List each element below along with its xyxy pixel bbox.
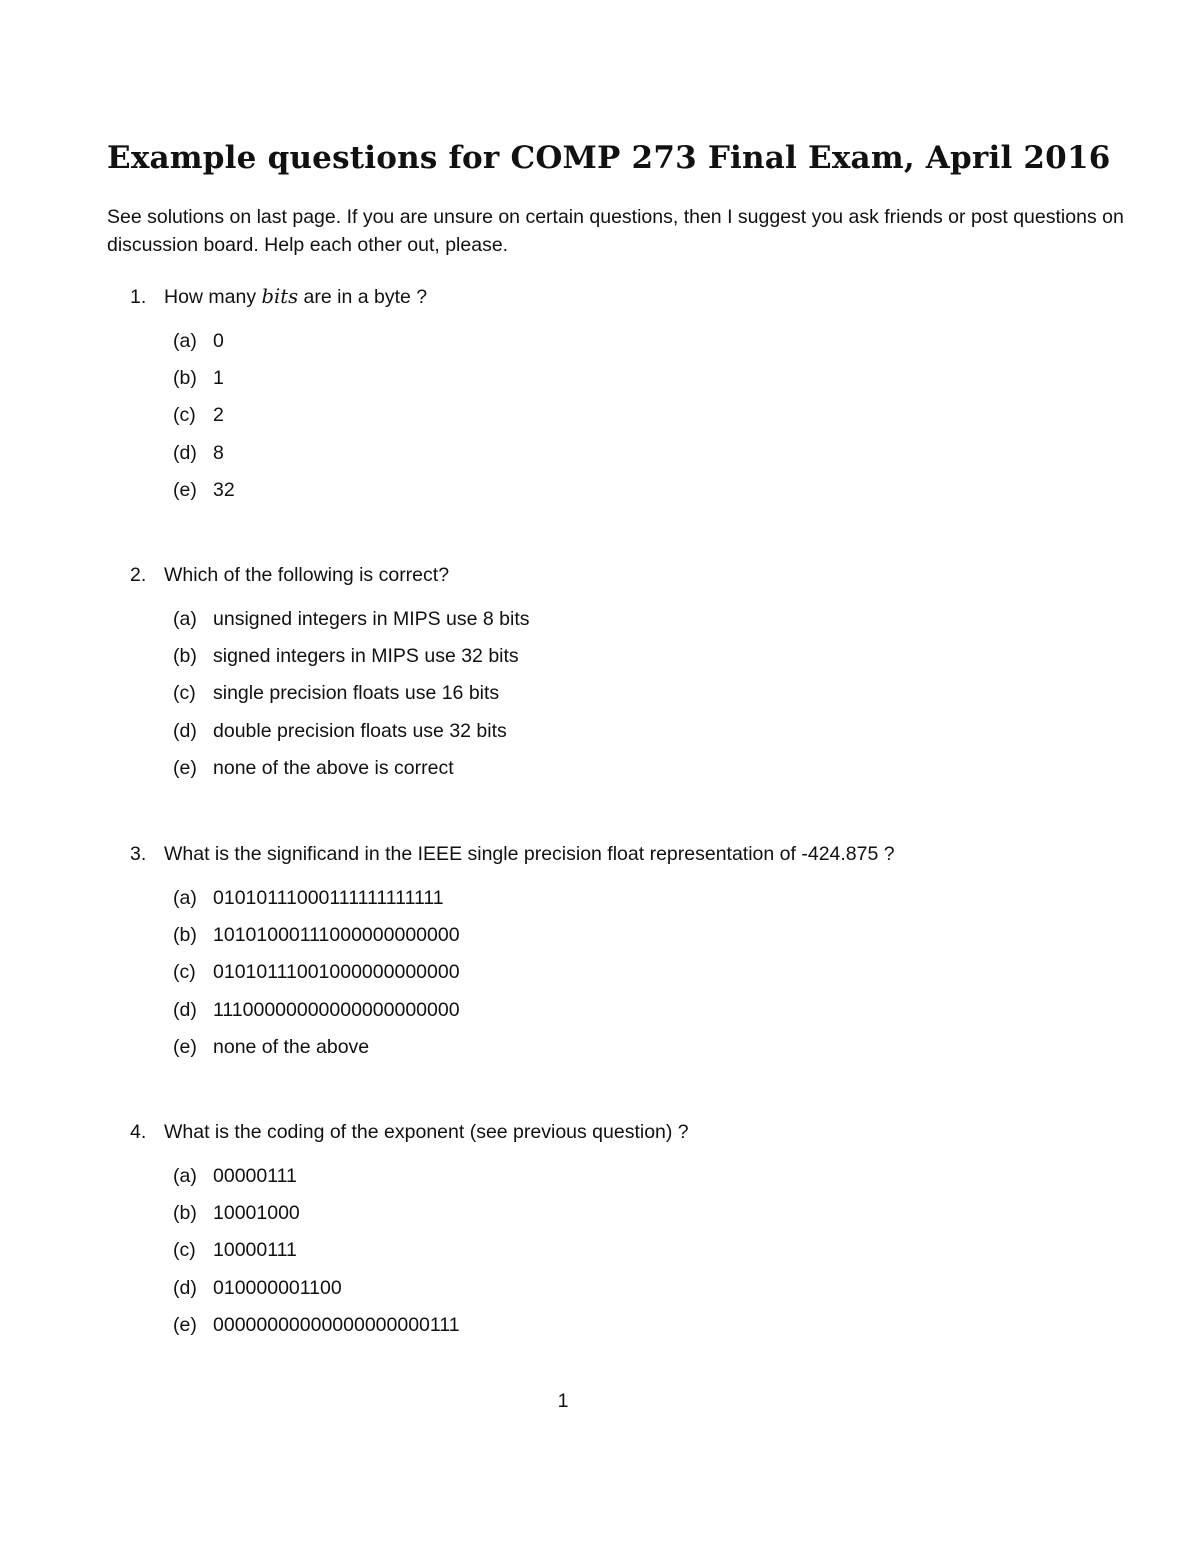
option-label: (d) [173, 998, 197, 1021]
option-d [173, 1275, 1130, 1312]
option-label: (b) [173, 1202, 197, 1225]
option-label: (c) [173, 961, 196, 984]
option-d [173, 718, 1130, 755]
question-4 [130, 1119, 1130, 1349]
option-text: 1 [213, 367, 224, 390]
option-label: (e) [173, 478, 197, 501]
option-label: (e) [173, 1313, 197, 1336]
option-d [173, 440, 1130, 477]
question-text-part: Which of the following is correct? [164, 564, 450, 586]
question-number: 2. [130, 564, 147, 586]
question-text [130, 562, 1130, 588]
option-text: 010000001100 [213, 1276, 342, 1299]
option-text: 11100000000000000000000 [213, 998, 460, 1021]
option-label: (e) [173, 1035, 197, 1058]
option-label: (c) [173, 404, 196, 427]
option-a [173, 328, 1130, 365]
intro-paragraph: See solutions on last page. If you are unsure on certain questions, then I suggest you ask friends or post questions on discussion board. Help each other out, please. [107, 206, 1124, 256]
option-text: 32 [213, 478, 235, 501]
question-emphasis: bits [261, 285, 299, 308]
option-text: 0 [213, 330, 224, 352]
option-label: (b) [173, 367, 197, 390]
option-text: 00000000000000000000111 [213, 1313, 460, 1336]
question-number: 1. [130, 286, 147, 308]
option-text: 8 [213, 441, 224, 464]
option-label: (a) [173, 330, 197, 352]
option-text: 01010111000111111111111 [213, 887, 444, 909]
option-a [173, 606, 1130, 643]
option-label: (e) [173, 756, 197, 779]
option-label: (b) [173, 645, 197, 668]
question-3 [130, 841, 1130, 1071]
option-b [173, 643, 1130, 680]
option-c [173, 1237, 1130, 1274]
option-text: 00000111 [213, 1165, 297, 1187]
option-label: (c) [173, 682, 196, 705]
question-number: 3. [130, 843, 147, 865]
option-b [173, 1200, 1130, 1237]
option-e [173, 755, 1130, 792]
option-c [173, 680, 1130, 717]
options-list [173, 885, 1130, 1071]
option-c [173, 402, 1130, 439]
option-a [173, 1163, 1130, 1200]
option-c [173, 959, 1130, 996]
question-text [130, 284, 1130, 310]
question-text-part: are in a byte ? [298, 286, 428, 308]
question-text-part: What is the coding of the exponent (see previous question) ? [164, 1121, 689, 1143]
option-text: 10101000111000000000000 [213, 924, 460, 947]
option-label: (a) [173, 1165, 197, 1187]
question-2 [130, 562, 1130, 792]
option-label: (d) [173, 1276, 197, 1299]
page-title: Example questions for COMP 273 Final Exam, April 2016 [107, 140, 1111, 176]
option-e [173, 1312, 1130, 1349]
page-number: 1 [557, 1390, 569, 1412]
option-label: (a) [173, 608, 197, 630]
option-a [173, 885, 1130, 922]
option-text: single precision floats use 16 bits [213, 682, 500, 705]
option-e [173, 477, 1130, 514]
question-text-part: How many [164, 286, 262, 308]
option-label: (d) [173, 719, 197, 742]
options-list [173, 1163, 1130, 1349]
option-label: (c) [173, 1239, 196, 1262]
option-d [173, 997, 1130, 1034]
option-label: (d) [173, 441, 197, 464]
options-list [173, 606, 1130, 792]
option-text: 2 [213, 404, 224, 427]
question-1 [130, 284, 1130, 514]
option-b [173, 922, 1130, 959]
question-text [130, 841, 1130, 867]
option-text: none of the above is correct [213, 756, 454, 779]
question-text [130, 1119, 1130, 1145]
options-list [173, 328, 1130, 514]
option-text: 01010111001000000000000 [213, 961, 460, 984]
option-e [173, 1034, 1130, 1071]
option-text: none of the above [213, 1035, 370, 1058]
option-text: signed integers in MIPS use 32 bits [213, 645, 519, 668]
option-text: 10000111 [213, 1239, 297, 1262]
option-label: (a) [173, 887, 197, 909]
option-b [173, 365, 1130, 402]
option-text: 10001000 [213, 1202, 300, 1225]
question-text-part: What is the significand in the IEEE single precision float representation of -424.875 ? [164, 843, 895, 865]
option-text: unsigned integers in MIPS use 8 bits [213, 608, 530, 630]
option-label: (b) [173, 924, 197, 947]
option-text: double precision floats use 32 bits [213, 719, 507, 742]
question-number: 4. [130, 1121, 147, 1143]
